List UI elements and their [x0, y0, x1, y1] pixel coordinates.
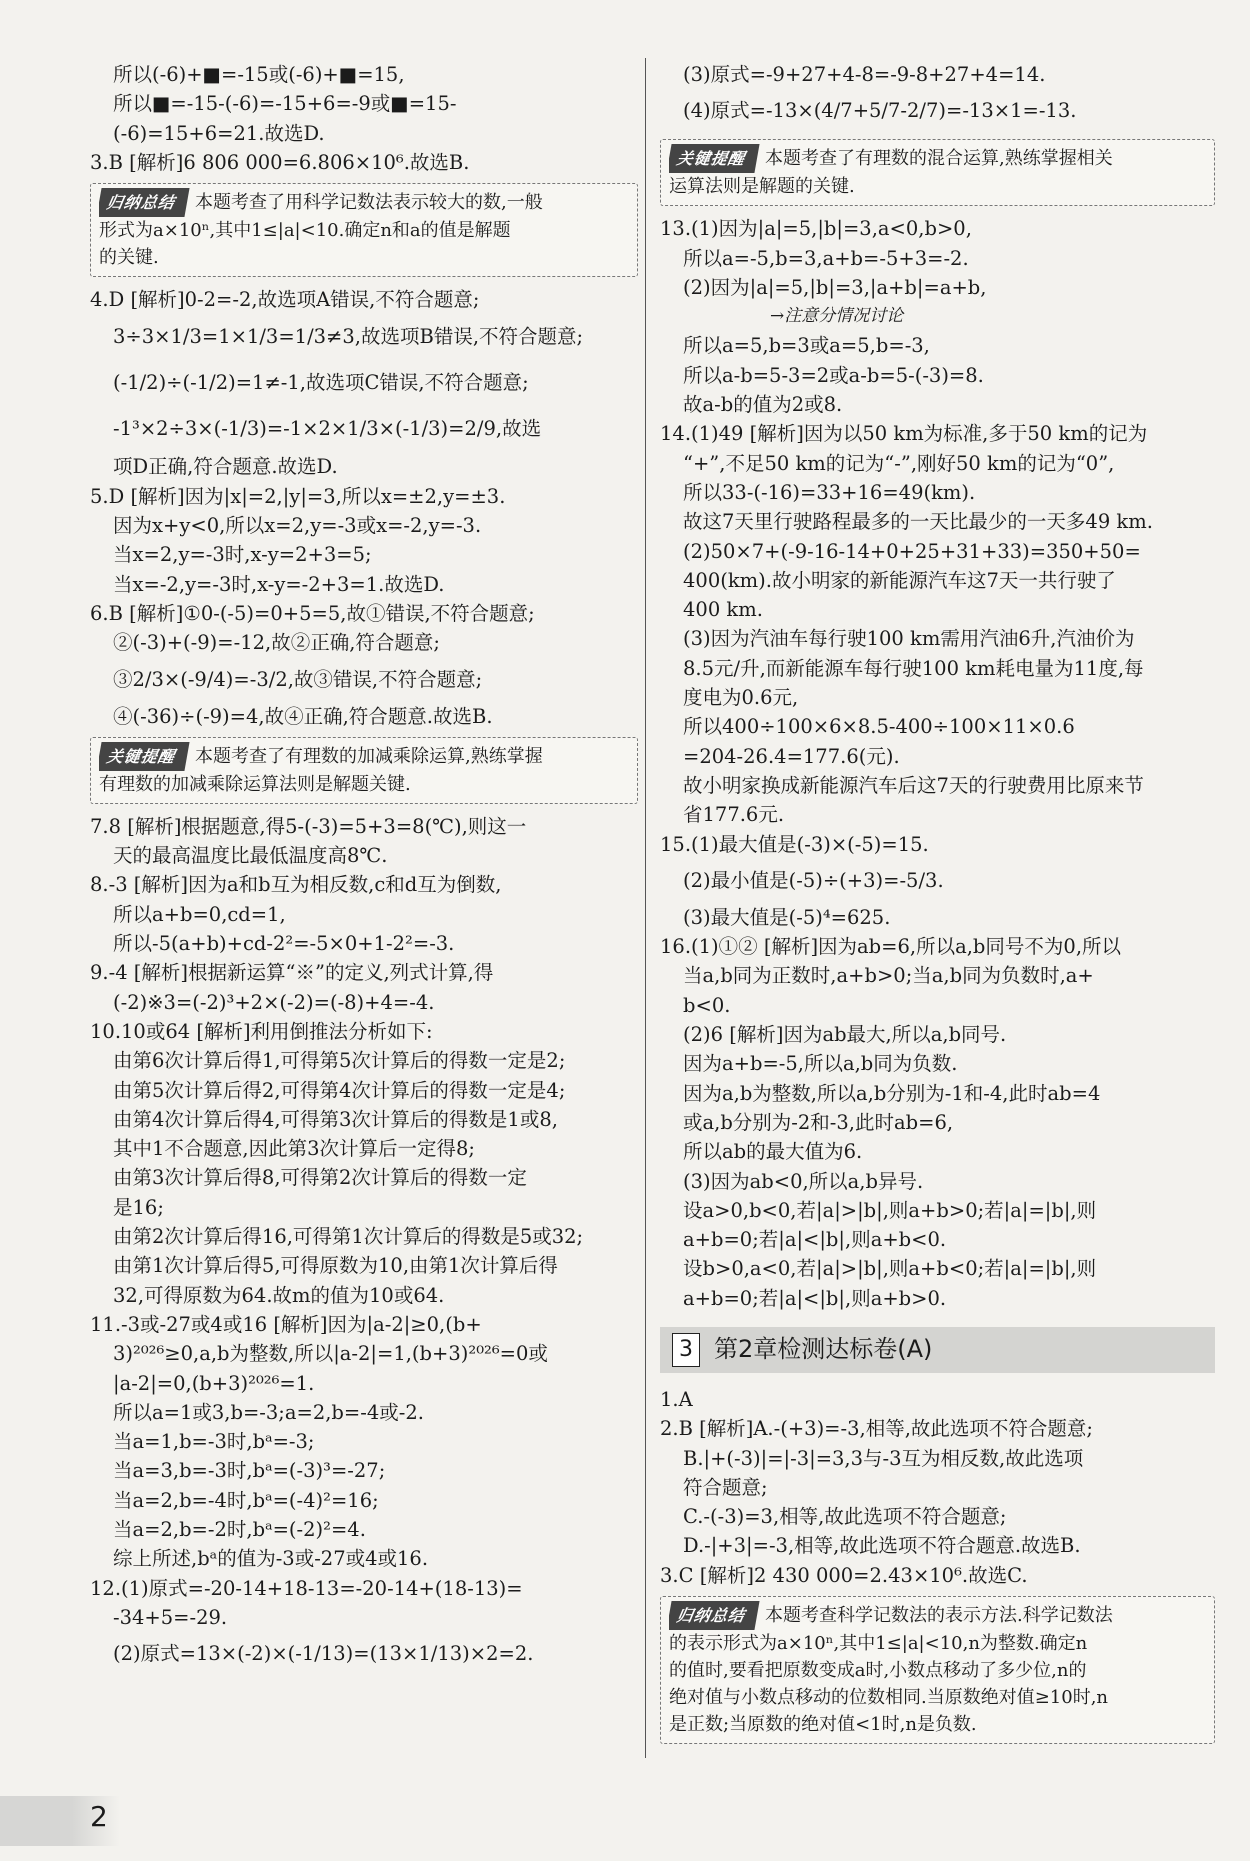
text-line: (4)原式=-13×(4/7+5/7-2/7)=-13×1=-13. [683, 99, 1077, 123]
text-line: 当a=2,b=-2时,bᵃ=(-2)²=4. [113, 1517, 366, 1541]
tip-text: 的值时,要看把原数变成a时,小数点移动了多少位,n的 [669, 1660, 1087, 1682]
text-line: 由第4次计算后得4,可得第3次计算后的得数是1或8, [113, 1107, 558, 1131]
text-line: 省177.6元. [683, 803, 785, 827]
text-line: =204-26.4=177.6(元). [683, 744, 900, 768]
text-line: (2)50×7+(-9-16-14+0+25+31+33)=350+50= [683, 539, 1141, 563]
text-line: b<0. [683, 993, 731, 1017]
text-line: (2)6 [解析]因为ab最大,所以a,b同号. [683, 1023, 1007, 1047]
text-line: (2)最小值是(-5)÷(+3)=-5/3. [683, 868, 944, 892]
answer-6: 6.B [解析]①0-(-5)=0+5=5,故①错误,不符合题意; [90, 601, 535, 625]
text-line: ③2/3×(-9/4)=-3/2,故③错误,不符合题意; [113, 667, 483, 691]
text-line: 所以a=-5,b=3,a+b=-5+3=-2. [683, 246, 969, 270]
tip-box-summary [660, 1596, 1215, 1744]
right-column [660, 60, 1215, 1752]
text-line: 所以a=5,b=3或a=5,b=-3, [683, 334, 930, 358]
tip-box-reminder [90, 737, 638, 804]
text-line: 当a=2,b=-4时,bᵃ=(-4)²=16; [113, 1488, 379, 1512]
text-line: ④(-36)÷(-9)=4,故④正确,符合题意.故选B. [113, 704, 493, 728]
text-line: 综上所述,bᵃ的值为-3或-27或4或16. [113, 1547, 429, 1571]
answer-16: 16.(1)①② [解析]因为ab=6,所以a,b同号不为0,所以 [660, 935, 1122, 959]
answer-5: 5.D [解析]因为|x|=2,|y|=3,所以x=±2,y=±3. [90, 484, 506, 508]
tip-tag: 归纳总结 [99, 188, 190, 217]
answer-10: 10.10或64 [解析]利用倒推法分析如下: [90, 1019, 433, 1043]
text-line: “+”,不足50 km的记为“-”,刚好50 km的记为“0”, [683, 451, 1115, 475]
text-line: 所以a-b=5-3=2或a-b=5-(-3)=8. [683, 363, 984, 387]
text-line: ②(-3)+(-9)=-12,故②正确,符合题意; [113, 631, 440, 655]
text-line: 度电为0.6元, [683, 686, 799, 710]
text-line: 所以■=-15-(-6)=-15+6=-9或■=15- [113, 92, 457, 116]
section-header [660, 1327, 1215, 1373]
text-line: (3)因为汽油车每行驶100 km需用汽油6升,汽油价为 [683, 627, 1135, 651]
text-line: 故这7天里行驶路程最多的一天比最少的一天多49 km. [683, 510, 1153, 534]
text-line: 所以(-6)+■=-15或(-6)+■=15, [113, 63, 405, 86]
text-line: 所以400÷100×6×8.5-400÷100×11×0.6 [683, 715, 1075, 739]
text-line: 或a,b分别为-2和-3,此时ab=6, [683, 1110, 954, 1134]
section-number: 3 [672, 1333, 700, 1367]
text-line: (-2)※3=(-2)³+2×(-2)=(-8)+4=-4. [113, 990, 435, 1014]
answer-14: 14.(1)49 [解析]因为以50 km为标准,多于50 km的记为 [660, 422, 1148, 446]
text-line: 项D正确,符合题意.故选D. [113, 455, 338, 479]
section-title: 第2章检测达标卷(A) [714, 1335, 933, 1364]
text-line: 8.5元/升,而新能源车每行驶100 km耗电量为11度,每 [683, 656, 1144, 680]
text-line: 故小明家换成新能源汽车后这7天的行驶费用比原来节 [683, 773, 1144, 797]
answer-12: 12.(1)原式=-20-14+18-13=-20-14+(18-13)= [90, 1576, 523, 1600]
answer-9: 9.-4 [解析]根据新运算“※”的定义,列式计算,得 [90, 961, 494, 985]
tip-box-reminder [660, 139, 1215, 206]
text-line: (2)原式=13×(-2)×(-1/13)=(13×1/13)×2=2. [113, 1642, 534, 1666]
text-line: 当x=-2,y=-3时,x-y=-2+3=1.故选D. [113, 572, 445, 596]
text-line: 由第2次计算后得16,可得第1次计算后的得数是5或32; [113, 1225, 584, 1249]
answer-7: 7.8 [解析]根据题意,得5-(-3)=5+3=8(℃),则这一 [90, 814, 527, 838]
tip-text: 绝对值与小数点移动的位数相同.当原数绝对值≥10时,n [669, 1687, 1109, 1709]
answer-8: 8.-3 [解析]因为a和b互为相反数,c和d互为倒数, [90, 873, 502, 897]
text-line: (-6)=15+6=21.故选D. [113, 121, 325, 145]
answer-2: 2.B [解析]A.-(+3)=-3,相等,故此选项不符合题意; [660, 1417, 1093, 1441]
text-line: (2)因为|a|=5,|b|=3,|a+b|=a+b, [683, 275, 987, 299]
text-line: 由第3次计算后得8,可得第2次计算后的得数一定 [113, 1166, 527, 1190]
tip-text: 有理数的加减乘除运算法则是解题关键. [99, 773, 411, 795]
text-line: 由第1次计算后得5,可得原数为10,由第1次计算后得 [113, 1254, 558, 1278]
text-line: 所以a=1或3,b=-3;a=2,b=-4或-2. [113, 1400, 424, 1424]
tip-text: 本题考查科学记数法的表示方法.科学记数法 [765, 1605, 1113, 1627]
tip-tag: 关键提醒 [669, 144, 760, 173]
text-line: -34+5=-29. [113, 1605, 228, 1629]
text-line: 天的最高温度比最低温度高8℃. [113, 844, 388, 868]
text-line: a+b=0;若|a|<|b|,则a+b<0. [683, 1228, 947, 1252]
text-line: 因为x+y<0,所以x=2,y=-3或x=-2,y=-3. [113, 514, 482, 538]
text-line: 3)²⁰²⁶≥0,a,b为整数,所以|a-2|=1,(b+3)²⁰²⁶=0或 [113, 1342, 548, 1366]
text-line: B.|+(-3)|=|-3|=3,3与-3互为相反数,故此选项 [683, 1446, 1084, 1470]
tip-text: 是正数;当原数的绝对值<1时,n是负数. [669, 1714, 977, 1736]
text-line: 400(km).故小明家的新能源汽车这7天一共行驶了 [683, 568, 1116, 592]
text-line: 当a=3,b=-3时,bᵃ=(-3)³=-27; [113, 1459, 386, 1483]
answer-13: 13.(1)因为|a|=5,|b|=3,a<0,b>0, [660, 217, 972, 241]
text-line: 400 km. [683, 598, 763, 622]
tip-text: 本题考查了有理数的混合运算,熟练掌握相关 [765, 148, 1113, 170]
tip-text: 的表示形式为a×10ⁿ,其中1≤|a|<10,n为整数.确定n [669, 1633, 1088, 1655]
text-line: 设b>0,a<0,若|a|>|b|,则a+b<0;若|a|=|b|,则 [683, 1257, 1097, 1281]
text-line: 符合题意; [683, 1475, 768, 1499]
tip-text: 的关键. [99, 247, 159, 269]
text-line: C.-(-3)=3,相等,故此选项不符合题意; [683, 1505, 1007, 1529]
text-line: (-1/2)÷(-1/2)=1≠-1,故选项C错误,不符合题意; [113, 371, 529, 395]
tip-text: 运算法则是解题的关键. [669, 176, 855, 198]
tip-text: 本题考查了有理数的加减乘除运算,熟练掌握 [195, 745, 543, 767]
answer-15: 15.(1)最大值是(-3)×(-5)=15. [660, 832, 929, 856]
tip-tag: 关键提醒 [99, 742, 190, 771]
tip-box-summary [90, 183, 638, 277]
tip-tag: 归纳总结 [669, 1601, 760, 1630]
text-line: 由第6次计算后得1,可得第5次计算后的得数一定是2; [113, 1049, 566, 1073]
text-line: 所以a+b=0,cd=1, [113, 902, 286, 926]
text-line: 由第5次计算后得2,可得第4次计算后的得数一定是4; [113, 1078, 566, 1102]
text-line: (3)因为ab<0,所以a,b异号. [683, 1169, 924, 1193]
text-line: 所以-5(a+b)+cd-2²=-5×0+1-2²=-3. [113, 932, 455, 956]
page-number: 2 [90, 1800, 108, 1833]
text-line: |a-2|=0,(b+3)²⁰²⁶=1. [113, 1371, 315, 1395]
text-line: 是16; [113, 1195, 164, 1219]
text-line: 3÷3×1/3=1×1/3=1/3≠3,故选项B错误,不符合题意; [113, 325, 584, 349]
text-line: 因为a,b为整数,所以a,b分别为-1和-4,此时ab=4 [683, 1081, 1101, 1105]
text-line: a+b=0;若|a|<|b|,则a+b>0. [683, 1286, 947, 1310]
answer-11: 11.-3或-27或4或16 [解析]因为|a-2|≥0,(b+ [90, 1312, 482, 1336]
text-line: 当a=1,b=-3时,bᵃ=-3; [113, 1430, 315, 1454]
text-line: 所以33-(-16)=33+16=49(km). [683, 480, 976, 504]
text-line: -1³×2÷3×(-1/3)=-1×2×1/3×(-1/3)=2/9,故选 [113, 417, 542, 441]
text-line: 设a>0,b<0,若|a|>|b|,则a+b>0;若|a|=|b|,则 [683, 1198, 1097, 1222]
text-line: D.-|+3|=-3,相等,故此选项不符合题意.故选B. [683, 1534, 1081, 1558]
answer-3: 3.B [解析]6 806 000=6.806×10⁶.故选B. [90, 150, 470, 174]
text-line: 故a-b的值为2或8. [683, 393, 843, 417]
text-line: 32,可得原数为64.故m的值为10或64. [113, 1283, 445, 1307]
tip-text: 形式为a×10ⁿ,其中1≤|a|<10.确定n和a的值是解题 [99, 220, 511, 242]
text-line: (3)最大值是(-5)⁴=625. [683, 905, 891, 929]
answer-3: 3.C [解析]2 430 000=2.43×10⁶.故选C. [660, 1563, 1028, 1587]
left-column [90, 60, 638, 1676]
tip-text: 本题考查了用科学记数法表示较大的数,一般 [195, 192, 543, 214]
text-line: 当x=2,y=-3时,x-y=2+3=5; [113, 543, 372, 567]
answer-1: 1.A [660, 1387, 693, 1411]
text-line: 所以ab的最大值为6. [683, 1140, 863, 1164]
answer-4: 4.D [解析]0-2=-2,故选项A错误,不符合题意; [90, 288, 480, 312]
column-divider [645, 58, 646, 1758]
handwritten-note: →注意分情况讨论 [770, 306, 904, 327]
text-line: (3)原式=-9+27+4-8=-9-8+27+4=14. [683, 63, 1046, 86]
text-line: 其中1不合题意,因此第3次计算后一定得8; [113, 1137, 475, 1161]
text-line: 因为a+b=-5,所以a,b同为负数. [683, 1052, 958, 1076]
text-line: 当a,b同为正数时,a+b>0;当a,b同为负数时,a+ [683, 964, 1094, 988]
